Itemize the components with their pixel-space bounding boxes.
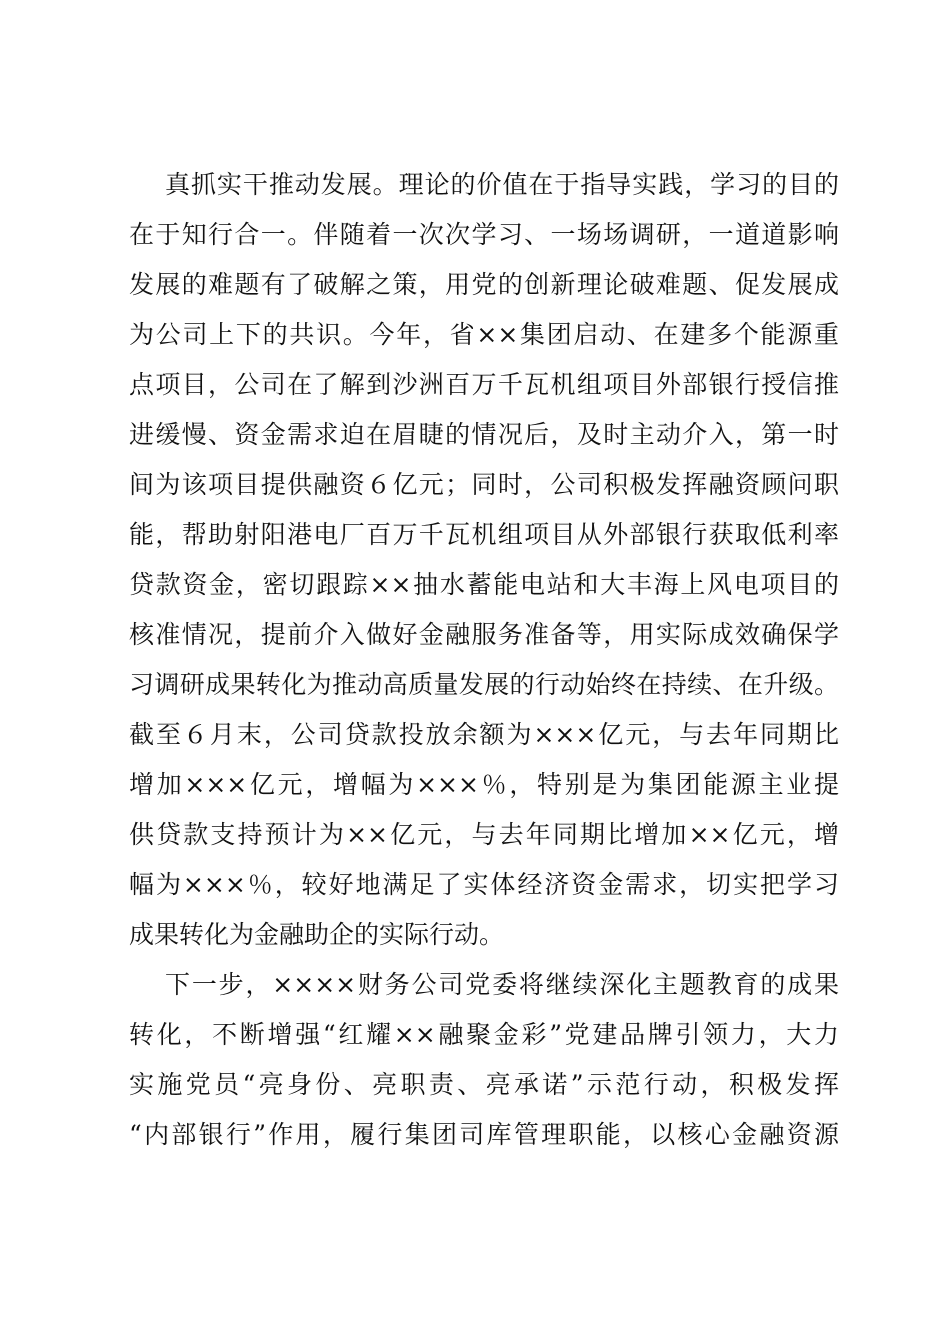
paragraph-1 <box>129 160 839 960</box>
text-line: 幅为×××％，较好地满足了实体经济资金需求，切实把学习 <box>129 870 839 899</box>
paragraph-2 <box>129 960 839 1160</box>
document-body <box>129 160 839 1160</box>
text-line: 下一步，××××财务公司党委将继续深化主题教育的成果 <box>165 970 839 999</box>
text-line: “内部银行”作用，履行集团司库管理职能，以核心金融资源 <box>129 1120 839 1149</box>
text-line: 为公司上下的共识。今年，省××集团启动、在建多个能源重 <box>129 320 839 349</box>
text-line: 增加×××亿元，增幅为×××％，特别是为集团能源主业提 <box>129 770 839 799</box>
text-line: 习调研成果转化为推动高质量发展的行动始终在持续、在升级。 <box>129 670 839 699</box>
text-line: 间为该项目提供融资６亿元；同时，公司积极发挥融资顾问职 <box>129 470 839 499</box>
text-line: 截至６月末，公司贷款投放余额为×××亿元，与去年同期比 <box>129 720 839 749</box>
text-line: 进缓慢、资金需求迫在眉睫的情况后，及时主动介入，第一时 <box>129 420 839 449</box>
text-line: 转化，不断增强“红耀××融聚金彩”党建品牌引领力，大力 <box>129 1020 839 1049</box>
text-line: 在于知行合一。伴随着一次次学习、一场场调研，一道道影响 <box>129 220 839 249</box>
text-line: 供贷款支持预计为××亿元，与去年同期比增加××亿元，增 <box>129 820 839 849</box>
text-line: 真抓实干推动发展。理论的价值在于指导实践，学习的目的 <box>165 170 839 199</box>
text-line: 实施党员“亮身份、亮职责、亮承诺”示范行动，积极发挥 <box>129 1070 839 1099</box>
text-line: 成果转化为金融助企的实际行动。 <box>129 920 505 949</box>
text-line: 贷款资金，密切跟踪××抽水蓄能电站和大丰海上风电项目的 <box>129 570 839 599</box>
text-line: 核准情况，提前介入做好金融服务准备等，用实际成效确保学 <box>129 620 839 649</box>
text-line: 发展的难题有了破解之策，用党的创新理论破难题、促发展成 <box>129 270 839 299</box>
text-line: 点项目，公司在了解到沙洲百万千瓦机组项目外部银行授信推 <box>129 370 839 399</box>
text-line: 能，帮助射阳港电厂百万千瓦机组项目从外部银行获取低利率 <box>129 520 839 549</box>
